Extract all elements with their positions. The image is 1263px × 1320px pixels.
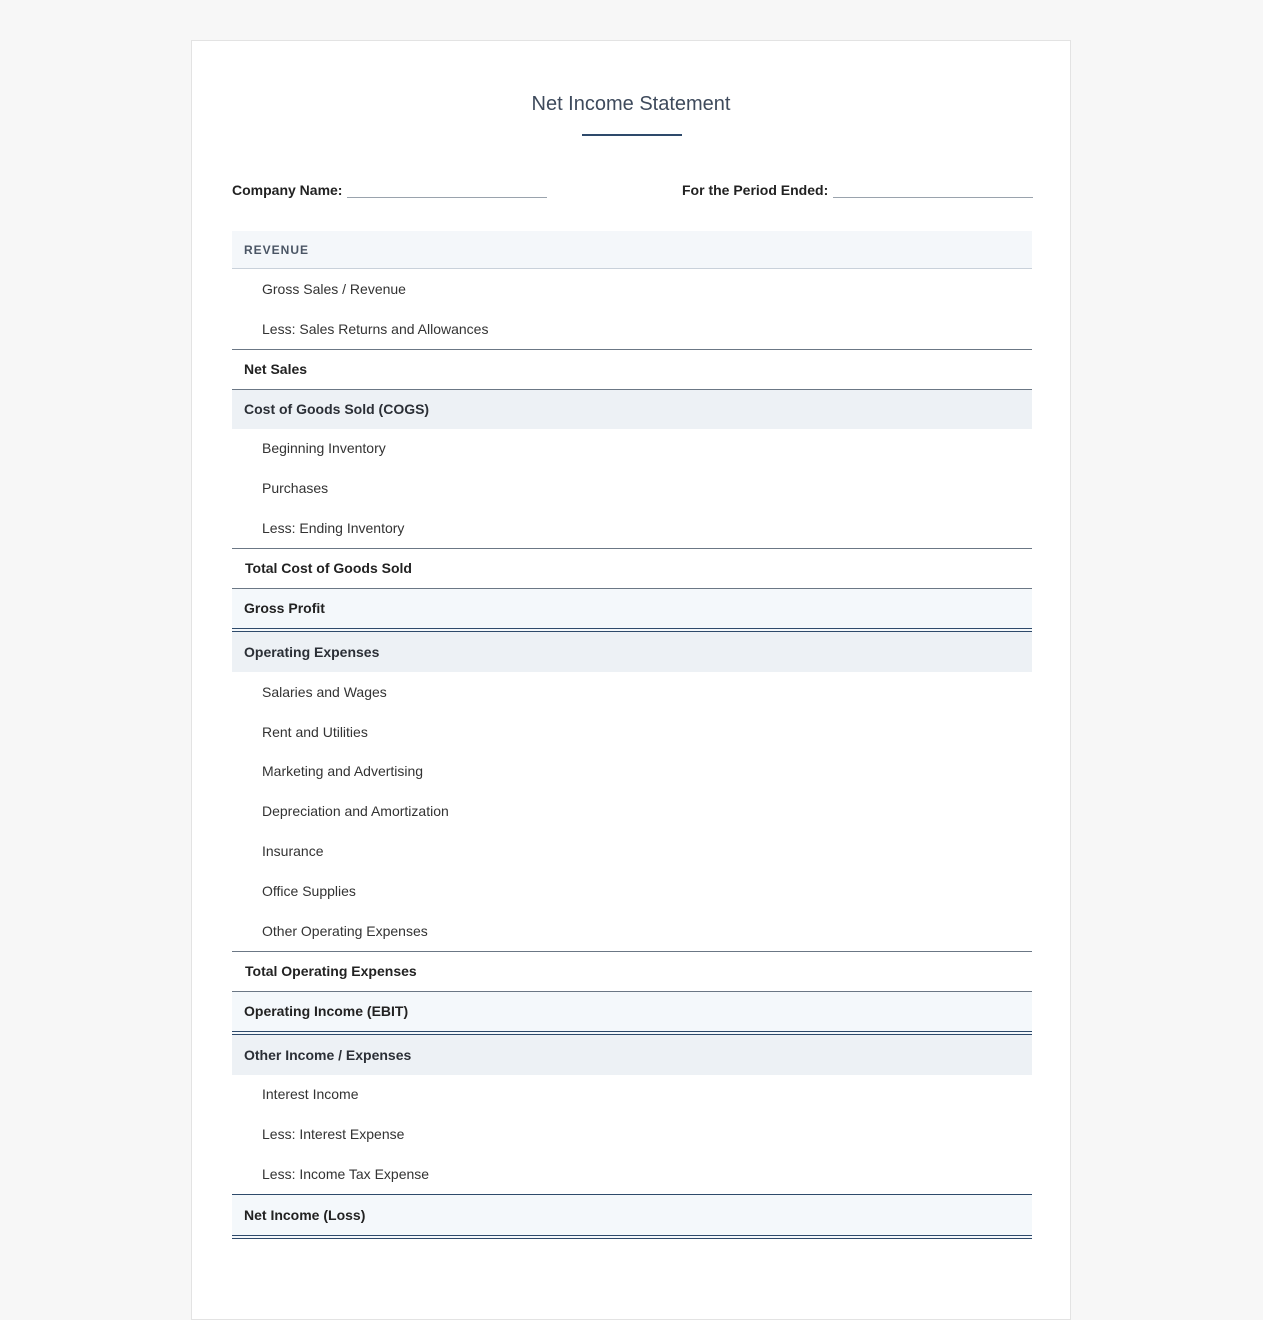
line-item-label: Less: Sales Returns and Allowances xyxy=(262,320,489,337)
gross-profit-row xyxy=(232,588,1032,632)
total-label: Net Sales xyxy=(244,361,308,378)
section-other-income xyxy=(232,1035,1032,1075)
line-item xyxy=(232,269,1032,309)
company-name-line[interactable] xyxy=(347,185,547,198)
line-item xyxy=(232,429,1032,469)
period-label: For the Period Ended: xyxy=(682,182,829,198)
total-label: Gross Profit xyxy=(244,600,325,617)
line-item-label: Salaries and Wages xyxy=(262,683,387,700)
section-label: Cost of Goods Sold (COGS) xyxy=(244,401,430,418)
total-opex-row xyxy=(232,951,1032,991)
line-item-label: Other Operating Expenses xyxy=(262,922,428,939)
total-label: Total Cost of Goods Sold xyxy=(245,560,412,577)
line-item-label: Interest Income xyxy=(262,1086,359,1103)
total-label: Operating Income (EBIT) xyxy=(244,1003,409,1020)
page-title: Net Income Statement xyxy=(531,93,731,115)
line-item-label: Office Supplies xyxy=(262,882,356,899)
company-name-field xyxy=(232,182,547,198)
line-item-label: Depreciation and Amortization xyxy=(262,803,449,820)
line-item-label: Purchases xyxy=(262,480,329,497)
line-item xyxy=(232,871,1032,911)
income-table xyxy=(232,231,1032,1239)
total-cogs-row xyxy=(232,548,1032,588)
line-item-label: Less: Income Tax Expense xyxy=(262,1166,430,1183)
line-item xyxy=(232,1154,1032,1194)
line-item-label: Insurance xyxy=(262,843,324,860)
line-item-label: Beginning Inventory xyxy=(262,440,386,457)
line-item xyxy=(232,752,1032,792)
line-item xyxy=(232,791,1032,831)
line-item xyxy=(232,309,1032,349)
line-item xyxy=(232,508,1032,548)
company-name-label: Company Name: xyxy=(232,182,343,198)
line-item-label: Less: Interest Expense xyxy=(262,1126,405,1143)
section-label: REVENUE xyxy=(244,242,310,257)
line-item xyxy=(232,712,1032,752)
period-field xyxy=(682,182,1033,198)
section-label: Other Income / Expenses xyxy=(244,1046,412,1063)
statement-sheet xyxy=(191,40,1071,1320)
line-item xyxy=(232,1114,1032,1154)
total-label: Total Operating Expenses xyxy=(245,963,417,980)
line-item-label: Rent and Utilities xyxy=(262,723,368,740)
line-item-label: Gross Sales / Revenue xyxy=(262,280,406,297)
net-income-row xyxy=(232,1194,1032,1239)
line-item xyxy=(232,468,1032,508)
line-item-label: Less: Ending Inventory xyxy=(262,520,405,537)
line-item xyxy=(232,831,1032,871)
total-label: Net Income (Loss) xyxy=(244,1206,366,1223)
net-sales-row xyxy=(232,349,1032,389)
line-item-label: Marketing and Advertising xyxy=(262,763,424,780)
section-operating-expenses xyxy=(232,632,1032,672)
line-item xyxy=(232,911,1032,951)
line-item xyxy=(232,672,1032,712)
operating-income-row xyxy=(232,991,1032,1035)
title-underline xyxy=(582,134,682,136)
line-item xyxy=(232,1075,1032,1115)
section-label: Operating Expenses xyxy=(244,643,380,660)
section-cogs xyxy=(232,389,1032,429)
section-revenue xyxy=(232,231,1032,269)
period-line[interactable] xyxy=(833,185,1033,198)
